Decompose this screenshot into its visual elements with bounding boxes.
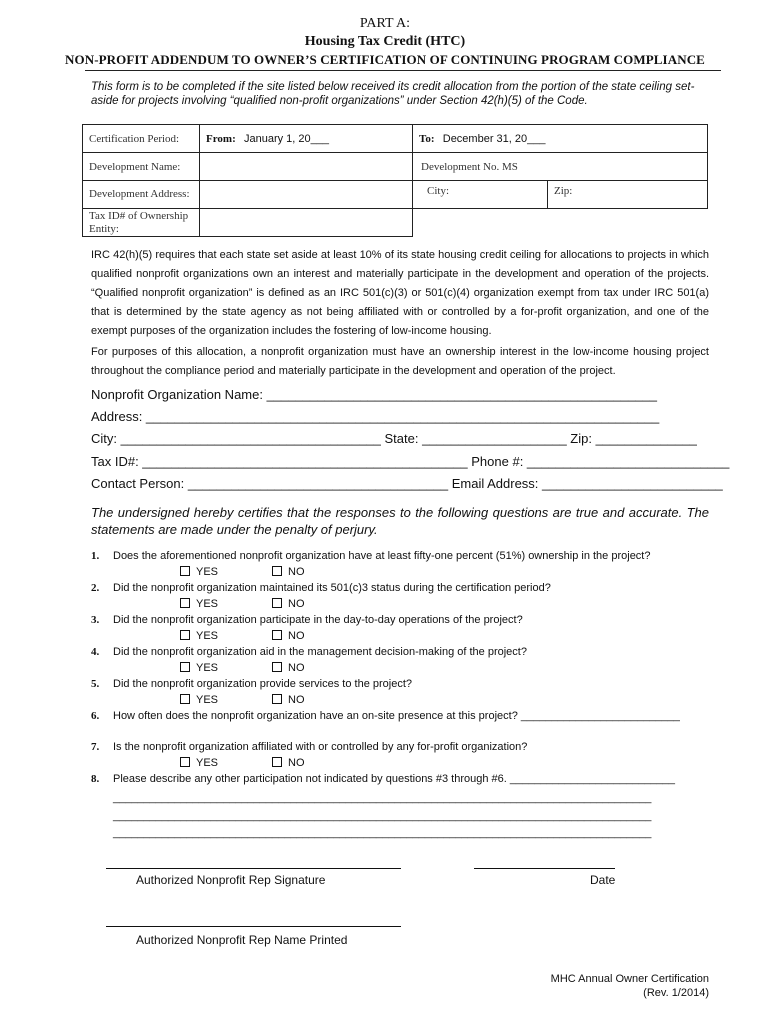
header-divider	[85, 70, 721, 71]
org-contact-email-field[interactable]: Contact Person: ____________________________________ Email Address: _________________________	[91, 476, 723, 491]
q4-yes-option[interactable]: YES	[180, 662, 218, 674]
dev-address-label: Development Address:	[83, 181, 200, 209]
q7-no-option[interactable]: NO	[272, 757, 305, 769]
printed-name-line[interactable]	[106, 926, 401, 927]
q8-answer-line-3[interactable]: ________________________________________________________________________________________	[113, 827, 652, 839]
signature-line[interactable]	[106, 868, 401, 869]
dev-address-field[interactable]	[200, 181, 413, 209]
certification-statement: The undersigned hereby certifies that the responses to the following questions are true and accurate. The statements are made under the penalty of perjury.	[91, 505, 709, 537]
question-8[interactable]: 8. Please describe any other participation not indicated by questions #3 through #6. ___________________________	[91, 773, 676, 785]
intro-text: This form is to be completed if the site listed below received its credit allocation from the portion of the state ceiling set-aside for projects involving “qualified non-profit organizations” under Section 42(h)(5) of the Code.	[91, 81, 695, 107]
purpose-paragraph: For purposes of this allocation, a nonprofit organization must have an ownership interest in the low-income housing project throughout the compliance period and materially participate in the development and operation of the project.	[91, 346, 709, 377]
org-name-field[interactable]: Nonprofit Organization Name: ______________________________________________________	[91, 387, 658, 402]
q2-no-option[interactable]: NO	[272, 598, 305, 610]
org-taxid-phone-field[interactable]: Tax ID#: _____________________________________________ Phone #: ____________________________	[91, 454, 730, 469]
cert-period-label: Certification Period:	[83, 125, 200, 153]
question-4: 4. Did the nonprofit organization aid in the management decision-making of the project?	[91, 646, 527, 658]
from-value: January 1, 20___	[243, 132, 329, 145]
checkbox-icon[interactable]	[180, 757, 190, 767]
q1-no-option[interactable]: NO	[272, 566, 305, 578]
q8-answer-line-1[interactable]: ________________________________________________________________________________________	[113, 792, 652, 804]
city-field[interactable]	[413, 181, 548, 209]
form-title: Housing Tax Credit (HTC)	[304, 34, 466, 49]
question-3: 3. Did the nonprofit organization participate in the day-to-day operations of the project?	[91, 614, 523, 626]
q5-yes-option[interactable]: YES	[180, 694, 218, 706]
org-address-field[interactable]: Address: _______________________________________________________________________	[91, 409, 660, 424]
printed-name-label: Authorized Nonprofit Rep Name Printed	[136, 933, 348, 947]
q1-yes-option[interactable]: YES	[180, 566, 218, 578]
zip-label: Zip:	[554, 185, 573, 197]
checkbox-icon[interactable]	[272, 757, 282, 767]
date-line[interactable]	[474, 868, 615, 869]
to-cell[interactable]	[413, 125, 708, 153]
city-label: City:	[427, 185, 450, 197]
checkbox-icon[interactable]	[272, 598, 282, 608]
question-7: 7. Is the nonprofit organization affiliated with or controlled by any for-profit organization?	[91, 741, 528, 753]
checkbox-icon[interactable]	[180, 662, 190, 672]
checkbox-icon[interactable]	[272, 662, 282, 672]
signature-label: Authorized Nonprofit Rep Signature	[136, 873, 326, 887]
date-label: Date	[590, 873, 616, 887]
tax-id-label: Tax ID# of Ownership Entity:	[83, 209, 200, 237]
dev-name-label: Development Name:	[83, 153, 200, 181]
part-label: PART A:	[359, 16, 411, 31]
q3-no-option[interactable]: NO	[272, 630, 305, 642]
checkbox-icon[interactable]	[272, 566, 282, 576]
dev-name-field[interactable]	[200, 153, 413, 181]
irc-paragraph: IRC 42(h)(5) requires that each state set aside at least 10% of its state housing credit ceiling for allocations to projects in which qualified nonprofit organizations own an interest and materially participate in the development and operation of the projects. “Qualified nonprofit organization” is defined as an IRC 501(c)(3) or 501(c)(4) organization exempt from tax under IRC 501(a) that is determined by the state agency as not being affiliated with or controlled by a for-profit organization, and one of the exempt purposes of the organization includes the fostering of low-income housing.	[91, 249, 709, 337]
development-info-table	[82, 124, 708, 237]
q7-yes-option[interactable]: YES	[180, 757, 218, 769]
question-1: 1. Does the aforementioned nonprofit organization have at least fifty-one percent (51%) ownership in the project?	[91, 550, 651, 562]
from-label: From:	[206, 132, 236, 145]
checkbox-icon[interactable]	[180, 694, 190, 704]
org-city-state-zip-field[interactable]: City: ____________________________________ State: ____________________ Zip: ______________	[91, 431, 697, 446]
q2-yes-option[interactable]: YES	[180, 598, 218, 610]
checkbox-icon[interactable]	[180, 630, 190, 640]
to-label: To:	[419, 132, 435, 145]
form-subtitle: NON-PROFIT ADDENDUM TO OWNER’S CERTIFICATION OF CONTINUING PROGRAM COMPLIANCE	[65, 52, 705, 67]
q5-no-option[interactable]: NO	[272, 694, 305, 706]
question-6[interactable]: 6. How often does the nonprofit organization have an on-site presence at this project? __________________________	[91, 710, 680, 722]
footer-line-1: MHC Annual Owner Certification	[550, 973, 709, 985]
tax-id-field[interactable]	[200, 209, 413, 237]
zip-field[interactable]	[548, 181, 708, 209]
q4-no-option[interactable]: NO	[272, 662, 305, 674]
footer-line-2: (Rev. 1/2014)	[643, 987, 709, 999]
q8-answer-line-2[interactable]: ________________________________________________________________________________________	[113, 810, 652, 822]
checkbox-icon[interactable]	[272, 694, 282, 704]
checkbox-icon[interactable]	[180, 566, 190, 576]
checkbox-icon[interactable]	[272, 630, 282, 640]
checkbox-icon[interactable]	[180, 598, 190, 608]
question-5: 5. Did the nonprofit organization provide services to the project?	[91, 678, 413, 690]
question-2: 2. Did the nonprofit organization maintained its 501(c)3 status during the certification period?	[91, 582, 551, 594]
q3-yes-option[interactable]: YES	[180, 630, 218, 642]
footer	[551, 972, 709, 1000]
from-cell[interactable]	[200, 125, 413, 153]
dev-no-label[interactable]: Development No. MS	[413, 153, 708, 181]
to-value: December 31, 20___	[442, 132, 546, 145]
